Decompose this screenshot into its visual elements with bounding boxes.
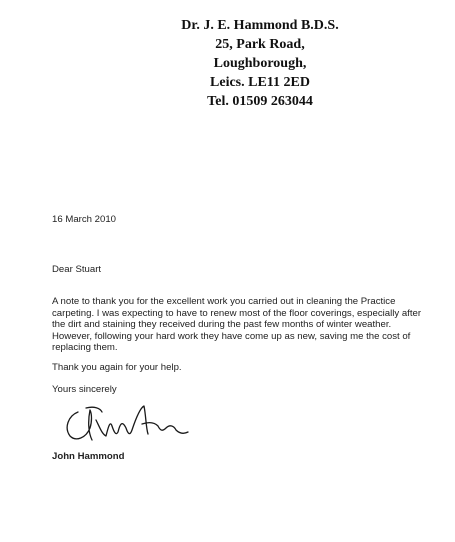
letterhead-name: Dr. J. E. Hammond B.D.S. [181, 18, 339, 33]
paragraph-line: the dirt and staining they received during the past few months of winter weather. [52, 319, 392, 330]
paragraph-line: A note to thank you for the excellent work you carried out in cleaning the Practice [52, 296, 396, 307]
handwritten-signature [56, 398, 196, 448]
paragraph-line: replacing them. [52, 342, 118, 353]
letter-thanks: Thank you again for your help. [52, 362, 182, 373]
letterhead [130, 16, 390, 111]
letterhead-telephone: Tel. 01509 263044 [207, 94, 313, 109]
letter-signer-name: John Hammond [52, 451, 125, 462]
letter-date: 16 March 2010 [52, 214, 116, 225]
letterhead-address-line3: Leics. LE11 2ED [210, 75, 310, 90]
paragraph-line: However, following your hard work they have come up as new, saving me the cost of [52, 330, 411, 342]
letterhead-address-line2: Loughborough, [213, 56, 307, 71]
letter-body-paragraph [52, 296, 442, 354]
letter-closing: Yours sincerely [52, 384, 117, 395]
letterhead-address-line1: 25, Park Road, [215, 37, 305, 52]
paragraph-line: carpeting. I was expecting to have to renew most of the floor coverings, especially after [52, 307, 422, 319]
letter-salutation: Dear Stuart [52, 264, 102, 275]
